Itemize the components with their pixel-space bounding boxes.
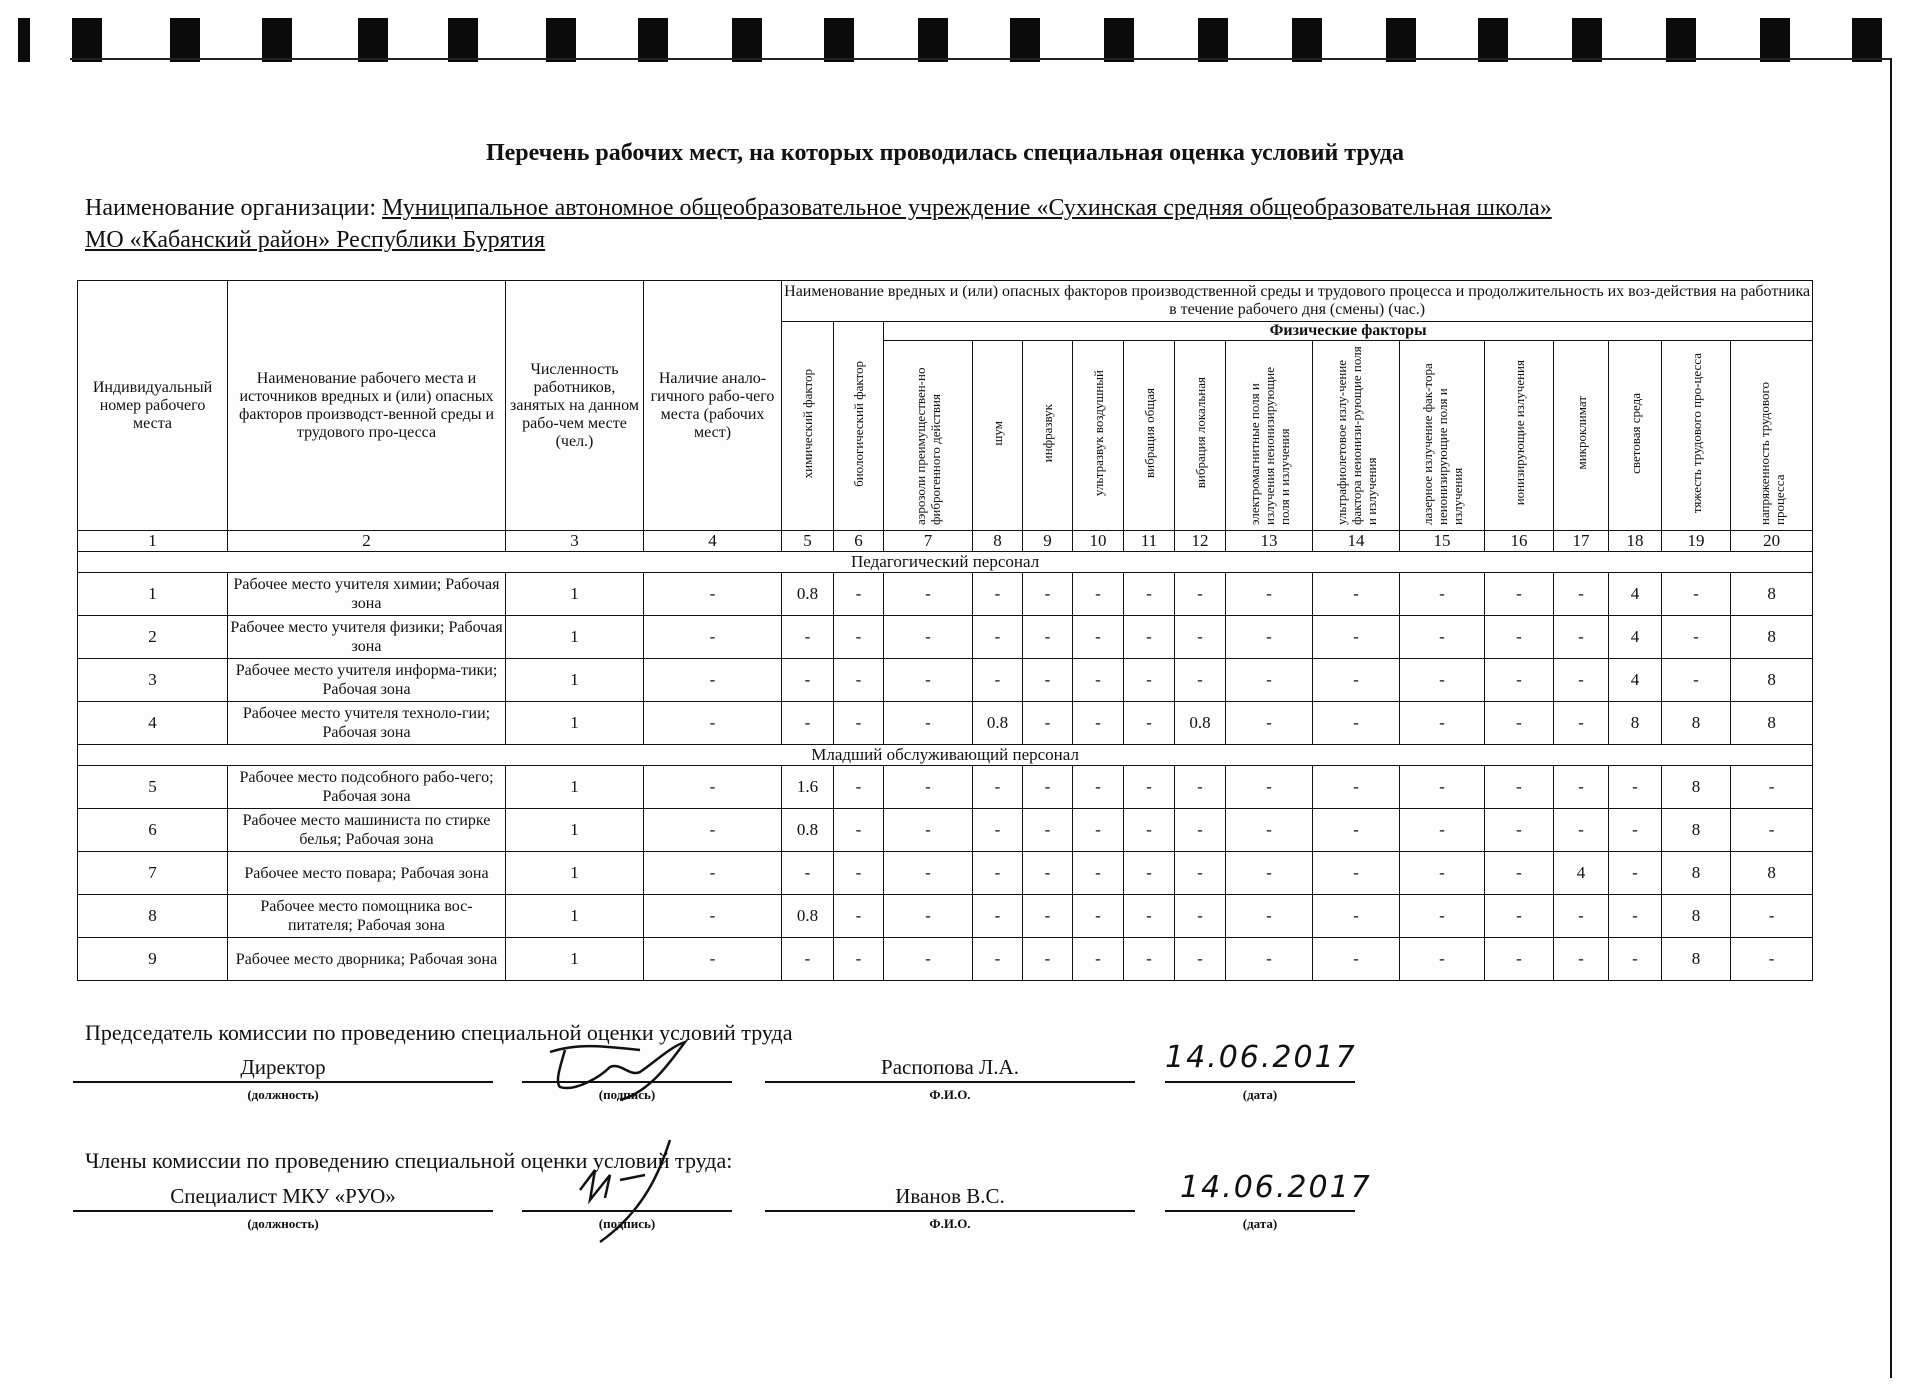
factor-value: - <box>1073 702 1124 745</box>
scan-mark <box>732 18 762 62</box>
factor-value: - <box>1731 809 1813 852</box>
workplace-name: Рабочее место машиниста по стирке белья; Рабочая зона <box>228 809 506 852</box>
factor-value: 4 <box>1609 616 1662 659</box>
header-analog-places: Наличие анало-гичного рабо-чего места (рабочих мест) <box>644 281 782 531</box>
member-position-line <box>73 1210 493 1212</box>
organization-name-line1: Муниципальное автономное общеобразовательное учреждение «Сухинская средняя общеобразовательная школа» <box>382 195 1552 221</box>
factor-value: - <box>834 573 884 616</box>
factor-value: - <box>1400 852 1485 895</box>
factor-value: - <box>1023 616 1073 659</box>
factor-value: - <box>1124 659 1175 702</box>
factor-value: - <box>1124 616 1175 659</box>
column-number: 19 <box>1662 531 1731 552</box>
factor-value: - <box>1731 938 1813 981</box>
factor-value: - <box>1313 938 1400 981</box>
factor-value: 8 <box>1662 895 1731 938</box>
analog-places: - <box>644 809 782 852</box>
column-number: 5 <box>782 531 834 552</box>
factor-value: - <box>884 852 973 895</box>
section-title: Педагогический персонал <box>78 552 1813 573</box>
factor-value: 8 <box>1731 852 1813 895</box>
factor-value: - <box>1124 938 1175 981</box>
workplace-id: 6 <box>78 809 228 852</box>
factor-value: - <box>834 659 884 702</box>
top-rule <box>70 58 1890 60</box>
header-employee-count: Численность работников, занятых на данном рабо-чем месте (чел.) <box>506 281 644 531</box>
factor-value: - <box>1073 938 1124 981</box>
header-factor-ionizing: ионизирующие излучения <box>1485 341 1554 531</box>
factor-value: - <box>884 659 973 702</box>
factor-value: - <box>1073 809 1124 852</box>
factor-value: - <box>834 852 884 895</box>
factor-value: - <box>884 895 973 938</box>
factor-value: - <box>1609 809 1662 852</box>
member-date-line <box>1165 1210 1355 1212</box>
employee-count: 1 <box>506 616 644 659</box>
header-factor-chemical: химический фактор <box>782 322 834 531</box>
factor-value: - <box>1400 895 1485 938</box>
employee-count: 1 <box>506 766 644 809</box>
scan-mark <box>170 18 200 62</box>
factor-value: - <box>1313 573 1400 616</box>
factor-value: - <box>1662 659 1731 702</box>
workplace-id: 2 <box>78 616 228 659</box>
factor-value: - <box>884 809 973 852</box>
workplace-id: 4 <box>78 702 228 745</box>
factor-value: 8 <box>1731 573 1813 616</box>
factor-value: 8 <box>1662 702 1731 745</box>
factor-value: - <box>1485 702 1554 745</box>
header-factor-noise: шум <box>973 341 1023 531</box>
scan-mark <box>1760 18 1790 62</box>
factor-value: - <box>834 702 884 745</box>
employee-count: 1 <box>506 659 644 702</box>
scan-mark <box>72 18 102 62</box>
members-heading: Члены комиссии по проведению специальной оценки условий труда: <box>85 1148 733 1173</box>
scan-mark <box>1198 18 1228 62</box>
chairman-date-line <box>1165 1081 1355 1083</box>
factor-value: - <box>1400 766 1485 809</box>
header-physical-group: Физические факторы <box>884 322 1813 341</box>
chairman-date: 14.06.2017 <box>1165 1040 1357 1075</box>
analog-places: - <box>644 895 782 938</box>
scan-mark <box>1572 18 1602 62</box>
factor-value: - <box>1124 895 1175 938</box>
factor-value: - <box>1313 616 1400 659</box>
factor-value: - <box>1313 852 1400 895</box>
factor-value: - <box>1485 659 1554 702</box>
scan-mark <box>1104 18 1134 62</box>
scan-mark <box>546 18 576 62</box>
scan-mark <box>1010 18 1040 62</box>
employee-count: 1 <box>506 702 644 745</box>
header-factor-microclimate: микроклимат <box>1554 341 1609 531</box>
table-row <box>78 573 1813 616</box>
factor-value: - <box>973 573 1023 616</box>
column-numbers-row <box>78 531 1813 552</box>
factor-value: 8 <box>1609 702 1662 745</box>
factor-value: - <box>1073 573 1124 616</box>
workplace-id: 8 <box>78 895 228 938</box>
workplace-id: 3 <box>78 659 228 702</box>
factor-value: 0.8 <box>1175 702 1226 745</box>
chairman-fio-caption: Ф.И.О. <box>929 1087 971 1102</box>
scan-mark <box>18 18 30 62</box>
factor-value: - <box>1313 766 1400 809</box>
header-factor-severity: тяжесть трудового про-цесса <box>1662 341 1731 531</box>
column-number: 14 <box>1313 531 1400 552</box>
factor-value: - <box>1554 938 1609 981</box>
factor-value: - <box>1554 616 1609 659</box>
factor-value: - <box>973 895 1023 938</box>
factor-value: 8 <box>1662 938 1731 981</box>
factor-value: - <box>1124 852 1175 895</box>
factor-value: - <box>834 616 884 659</box>
column-number: 6 <box>834 531 884 552</box>
column-number: 7 <box>884 531 973 552</box>
header-workplace-number: Индивидуальный номер рабочего места <box>78 281 228 531</box>
factor-value: - <box>1662 616 1731 659</box>
workplace-name: Рабочее место повара; Рабочая зона <box>228 852 506 895</box>
scan-mark <box>262 18 292 62</box>
chairman-fio: Распопова Л.А. <box>881 1055 1019 1079</box>
member-position-caption: (должность) <box>247 1216 319 1231</box>
factor-value: - <box>1485 852 1554 895</box>
scan-mark <box>918 18 948 62</box>
scan-mark <box>1292 18 1322 62</box>
column-number: 16 <box>1485 531 1554 552</box>
factor-value: - <box>1226 938 1313 981</box>
factor-value: 8 <box>1662 766 1731 809</box>
factor-value: - <box>1175 809 1226 852</box>
analog-places: - <box>644 659 782 702</box>
header-factor-emf: электромагнитные поля и излучения неионизирующие поля и излучения <box>1226 341 1313 531</box>
factor-value: - <box>1175 573 1226 616</box>
factor-value: - <box>1313 809 1400 852</box>
factor-value: - <box>1554 766 1609 809</box>
column-number: 13 <box>1226 531 1313 552</box>
column-number: 4 <box>644 531 782 552</box>
factor-value: - <box>782 616 834 659</box>
factor-value: - <box>834 809 884 852</box>
factor-value: - <box>834 766 884 809</box>
factor-value: - <box>1175 766 1226 809</box>
factor-value: - <box>1175 895 1226 938</box>
workplace-id: 5 <box>78 766 228 809</box>
header-factor-intensity: напряженность трудового процесса <box>1731 341 1813 531</box>
factor-value: - <box>1124 573 1175 616</box>
factor-value: - <box>834 895 884 938</box>
employee-count: 1 <box>506 809 644 852</box>
factor-value: - <box>1226 616 1313 659</box>
factor-value: 8 <box>1731 616 1813 659</box>
employee-count: 1 <box>506 852 644 895</box>
page-edge-line <box>1890 58 1892 1378</box>
scan-mark <box>358 18 388 62</box>
member-fio-caption: Ф.И.О. <box>929 1216 971 1231</box>
factor-value: 0.8 <box>782 573 834 616</box>
factor-value: - <box>1400 616 1485 659</box>
factor-value: - <box>1609 895 1662 938</box>
header-factor-general-vibration: вибрация общая <box>1124 341 1175 531</box>
factor-value: - <box>1313 702 1400 745</box>
table-row <box>78 809 1813 852</box>
factor-value: - <box>834 938 884 981</box>
factor-value: - <box>1124 702 1175 745</box>
scan-mark <box>1478 18 1508 62</box>
header-factor-ultrasound: ультразвук воздушный <box>1073 341 1124 531</box>
factor-value: - <box>782 938 834 981</box>
section-title: Младший обслуживающий персонал <box>78 745 1813 766</box>
table-row <box>78 895 1813 938</box>
header-factor-aerosols: аэрозоли преимуществен-но фиброгенного действия <box>884 341 973 531</box>
table-row <box>78 766 1813 809</box>
factor-value: - <box>1554 809 1609 852</box>
employee-count: 1 <box>506 895 644 938</box>
factor-value: 8 <box>1731 659 1813 702</box>
scan-mark <box>1386 18 1416 62</box>
factor-value: - <box>1609 852 1662 895</box>
factor-value: - <box>1400 938 1485 981</box>
factor-value: - <box>1226 766 1313 809</box>
table-row <box>78 659 1813 702</box>
chairman-signature-mark <box>520 1022 720 1102</box>
chairman-position: Директор <box>240 1055 326 1079</box>
factor-value: - <box>1485 616 1554 659</box>
header-factor-light: световая среда <box>1609 341 1662 531</box>
factor-value: 4 <box>1609 573 1662 616</box>
factor-value: - <box>1226 852 1313 895</box>
factor-value: - <box>1400 659 1485 702</box>
column-number: 12 <box>1175 531 1226 552</box>
table-body <box>78 531 1813 981</box>
factor-value: - <box>1609 766 1662 809</box>
factor-value: - <box>1175 659 1226 702</box>
member-fio: Иванов В.С. <box>895 1184 1005 1208</box>
factor-value: - <box>782 852 834 895</box>
header-factor-laser: лазерное излучение фак-тора неионизирующие поля и излучения <box>1400 341 1485 531</box>
factor-value: - <box>973 809 1023 852</box>
member-fio-line <box>765 1210 1135 1212</box>
factor-value: - <box>1400 809 1485 852</box>
factor-value: - <box>973 766 1023 809</box>
header-factor-local-vibration: вибрация локальная <box>1175 341 1226 531</box>
analog-places: - <box>644 938 782 981</box>
chairman-position-line <box>73 1081 493 1083</box>
member-date: 14.06.2017 <box>1180 1170 1372 1205</box>
organization-name-line2: МО «Кабанский район» Республики Бурятия <box>85 227 546 253</box>
workplace-name: Рабочее место дворника; Рабочая зона <box>228 938 506 981</box>
member-position: Специалист МКУ «РУО» <box>170 1184 396 1208</box>
column-number: 17 <box>1554 531 1609 552</box>
column-number: 10 <box>1073 531 1124 552</box>
factor-value: - <box>1073 895 1124 938</box>
workplaces-table <box>77 280 1813 981</box>
analog-places: - <box>644 573 782 616</box>
factor-value: - <box>1124 809 1175 852</box>
factor-value: - <box>1023 659 1073 702</box>
factor-value: - <box>884 573 973 616</box>
factor-value: - <box>1175 616 1226 659</box>
header-workplace-name: Наименование рабочего места и источников вредных и (или) опасных факторов производст-венной среды и трудового про-цесса <box>228 281 506 531</box>
factor-value: - <box>1226 809 1313 852</box>
workplace-name: Рабочее место помощника вос-питателя; Рабочая зона <box>228 895 506 938</box>
factor-value: 8 <box>1662 809 1731 852</box>
factor-value: - <box>884 766 973 809</box>
factor-value: - <box>1226 895 1313 938</box>
factor-value: - <box>1073 616 1124 659</box>
factor-value: - <box>1073 659 1124 702</box>
factor-value: - <box>1313 659 1400 702</box>
factor-value: - <box>1485 938 1554 981</box>
scan-mark <box>1666 18 1696 62</box>
analog-places: - <box>644 852 782 895</box>
header-factor-biological: биологический фактор <box>834 322 884 531</box>
header-factor-ultraviolet: ультрафиолетовое излу-чение фактора неионизи-рующие поля и излучения <box>1313 341 1400 531</box>
employee-count: 1 <box>506 573 644 616</box>
scan-mark <box>824 18 854 62</box>
factor-value: 4 <box>1554 852 1609 895</box>
factor-value: - <box>1554 573 1609 616</box>
section-row <box>78 745 1813 766</box>
factor-value: 0.8 <box>782 809 834 852</box>
factor-value: - <box>1609 938 1662 981</box>
factor-value: - <box>1731 766 1813 809</box>
header-factors-group: Наименование вредных и (или) опасных факторов производственной среды и трудового процесса и продолжительность их воз-действия на работника в течение рабочего дня (смены) (час.) <box>782 281 1813 322</box>
workplace-name: Рабочее место учителя физики; Рабочая зона <box>228 616 506 659</box>
factor-value: - <box>1554 659 1609 702</box>
scan-mark <box>448 18 478 62</box>
scan-mark <box>1852 18 1882 62</box>
factor-value: - <box>1023 766 1073 809</box>
workplace-name: Рабочее место учителя техноло-гии; Рабочая зона <box>228 702 506 745</box>
workplace-name: Рабочее место учителя химии; Рабочая зона <box>228 573 506 616</box>
factor-value: - <box>1731 895 1813 938</box>
factor-value: 8 <box>1731 702 1813 745</box>
factor-value: - <box>1175 852 1226 895</box>
column-number: 18 <box>1609 531 1662 552</box>
factor-value: - <box>1124 766 1175 809</box>
factor-value: - <box>1073 852 1124 895</box>
chairman-date-caption: (дата) <box>1242 1087 1278 1102</box>
factor-value: - <box>1400 573 1485 616</box>
factor-value: - <box>1485 766 1554 809</box>
factor-value: - <box>1023 809 1073 852</box>
chairman-heading: Председатель комиссии по проведению специальной оценки условий труда <box>85 1020 793 1045</box>
analog-places: - <box>644 616 782 659</box>
factor-value: - <box>1400 702 1485 745</box>
factor-value: 1.6 <box>782 766 834 809</box>
analog-places: - <box>644 702 782 745</box>
column-number: 3 <box>506 531 644 552</box>
workplace-id: 9 <box>78 938 228 981</box>
factor-value: 8 <box>1662 852 1731 895</box>
factor-value: - <box>884 702 973 745</box>
workplace-name: Рабочее место учителя информа-тики; Рабочая зона <box>228 659 506 702</box>
organization-label: Наименование организации: <box>85 195 377 221</box>
employee-count: 1 <box>506 938 644 981</box>
factor-value: - <box>973 659 1023 702</box>
workplace-id: 1 <box>78 573 228 616</box>
analog-places: - <box>644 766 782 809</box>
column-number: 11 <box>1124 531 1175 552</box>
chairman-position-caption: (должность) <box>247 1087 319 1102</box>
factor-value: - <box>782 659 834 702</box>
factor-value: 0.8 <box>973 702 1023 745</box>
document-title: Перечень рабочих мест, на которых проводилась специальная оценка условий труда <box>485 140 1405 166</box>
column-number: 20 <box>1731 531 1813 552</box>
factor-value: - <box>1023 895 1073 938</box>
factor-value: - <box>1175 938 1226 981</box>
chairman-signature-caption: (подпись) <box>598 1087 656 1102</box>
chairman-fio-line <box>765 1081 1135 1083</box>
factor-value: - <box>1485 573 1554 616</box>
factor-value: - <box>884 938 973 981</box>
header-factor-infrasound: инфразвук <box>1023 341 1073 531</box>
factor-value: - <box>1023 573 1073 616</box>
column-number: 15 <box>1400 531 1485 552</box>
member-signature-caption: (подпись) <box>598 1216 656 1231</box>
member-signature-mark <box>550 1130 710 1245</box>
member-date-caption: (дата) <box>1242 1216 1278 1231</box>
factor-value: - <box>1226 702 1313 745</box>
factor-value: - <box>1485 895 1554 938</box>
factor-value: - <box>782 702 834 745</box>
workplace-id: 7 <box>78 852 228 895</box>
table-row <box>78 702 1813 745</box>
column-number: 8 <box>973 531 1023 552</box>
column-number: 2 <box>228 531 506 552</box>
factor-value: - <box>1023 852 1073 895</box>
factor-value: - <box>1485 809 1554 852</box>
workplace-name: Рабочее место подсобного рабо-чего; Рабочая зона <box>228 766 506 809</box>
table-row <box>78 938 1813 981</box>
factor-value: - <box>1226 659 1313 702</box>
factor-value: - <box>1023 702 1073 745</box>
organization-block <box>85 192 1825 256</box>
column-number: 1 <box>78 531 228 552</box>
factor-value: - <box>1226 573 1313 616</box>
scan-mark <box>638 18 668 62</box>
factor-value: - <box>1313 895 1400 938</box>
factor-value: - <box>973 938 1023 981</box>
table-row <box>78 852 1813 895</box>
factor-value: - <box>1554 702 1609 745</box>
section-row <box>78 552 1813 573</box>
factor-value: - <box>1554 895 1609 938</box>
factor-value: 0.8 <box>782 895 834 938</box>
factor-value: - <box>884 616 973 659</box>
factor-value: - <box>1662 573 1731 616</box>
factor-value: - <box>1023 938 1073 981</box>
factor-value: - <box>973 852 1023 895</box>
column-number: 9 <box>1023 531 1073 552</box>
factor-value: - <box>1073 766 1124 809</box>
table-row <box>78 616 1813 659</box>
factor-value: 4 <box>1609 659 1662 702</box>
factor-value: - <box>973 616 1023 659</box>
